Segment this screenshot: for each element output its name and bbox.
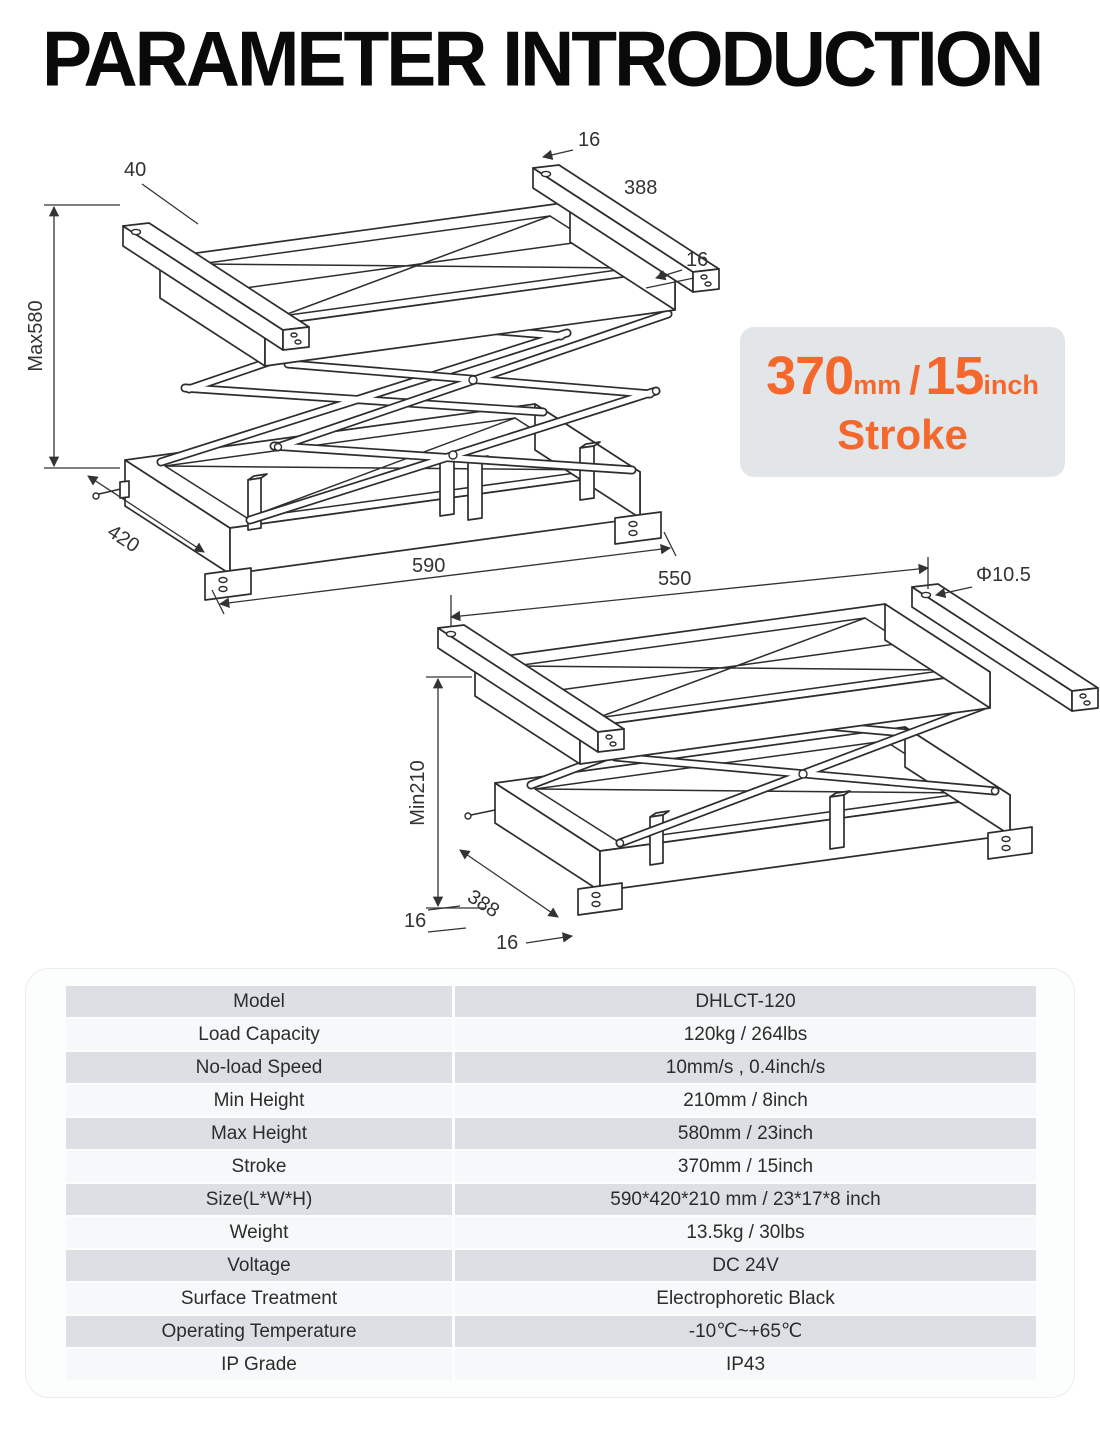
stroke-mm-unit: mm	[853, 370, 902, 400]
table-row	[66, 1349, 1036, 1382]
stroke-mm-value: 370	[766, 346, 854, 406]
spec-label: Weight	[66, 1217, 452, 1248]
stroke-badge-label: Stroke	[837, 411, 968, 458]
spec-label: Min Height	[66, 1085, 452, 1116]
spec-label: Load Capacity	[66, 1019, 452, 1050]
spec-label: IP Grade	[66, 1349, 452, 1380]
table-row	[66, 1019, 1036, 1052]
spec-label: No-load Speed	[66, 1052, 452, 1083]
spec-label: Operating Temperature	[66, 1316, 452, 1347]
dim-hole-offset-right-label: 16	[686, 249, 709, 271]
table-row	[66, 1118, 1036, 1151]
spec-value: -10℃~+65℃	[455, 1316, 1036, 1347]
base-frame	[465, 727, 1032, 915]
spec-label: Max Height	[66, 1118, 452, 1149]
table-row	[66, 986, 1036, 1019]
spec-table	[66, 986, 1036, 1382]
table-row	[66, 1283, 1036, 1316]
dim-base-length-label: 590	[412, 555, 446, 577]
dim-hole-offset-top-label: 16	[578, 129, 601, 151]
spec-value: DC 24V	[455, 1250, 1036, 1281]
dim-max-height-label: Max580	[25, 300, 47, 372]
table-row	[66, 1250, 1036, 1283]
stroke-inch-unit: inch	[983, 370, 1039, 400]
spec-value: 10mm/s , 0.4inch/s	[455, 1052, 1036, 1083]
diagram-scissor-lift-collapsed	[400, 555, 1100, 975]
table-row	[66, 1184, 1036, 1217]
spec-value: DHLCT-120	[455, 986, 1036, 1017]
dim-frame-thickness-bottom-label: 16	[496, 932, 519, 954]
table-row	[66, 1217, 1036, 1250]
spec-value: IP43	[455, 1349, 1036, 1380]
stroke-badge-values	[766, 345, 1039, 407]
table-row	[66, 1316, 1036, 1349]
spec-label: Size(L*W*H)	[66, 1184, 452, 1215]
spec-value: 13.5kg / 30lbs	[455, 1217, 1036, 1248]
dim-base-width-label: 388	[463, 885, 504, 923]
table-row	[66, 1052, 1036, 1085]
dim-rail-width-label: 40	[124, 159, 147, 181]
spec-value: 120kg / 264lbs	[455, 1019, 1036, 1050]
stroke-inch-value: 15	[925, 346, 984, 406]
dim-min-height-label: Min210	[407, 760, 429, 826]
spec-value: Electrophoretic Black	[455, 1283, 1036, 1314]
table-row	[66, 1085, 1036, 1118]
spec-label: Stroke	[66, 1151, 452, 1182]
spec-value: 210mm / 8inch	[455, 1085, 1036, 1116]
dim-hole-span-label: 550	[658, 568, 692, 590]
dim-base-width-label: 420	[103, 520, 144, 558]
dim-frame-thickness-left-label: 16	[404, 910, 427, 932]
spec-value: 370mm / 15inch	[455, 1151, 1036, 1182]
spec-label: Voltage	[66, 1250, 452, 1281]
spec-label: Surface Treatment	[66, 1283, 452, 1314]
spec-value: 580mm / 23inch	[455, 1118, 1036, 1149]
dim-hole-diameter-label: Φ10.5	[976, 564, 1031, 586]
page-title: PARAMETER INTRODUCTION	[42, 14, 1042, 103]
stroke-badge	[740, 327, 1065, 477]
stroke-separator: /	[909, 359, 921, 403]
spec-card	[25, 968, 1075, 1398]
dim-rail-length-label: 388	[624, 177, 658, 199]
spec-value: 590*420*210 mm / 23*17*8 inch	[455, 1184, 1036, 1215]
table-row	[66, 1151, 1036, 1184]
spec-label: Model	[66, 986, 452, 1017]
